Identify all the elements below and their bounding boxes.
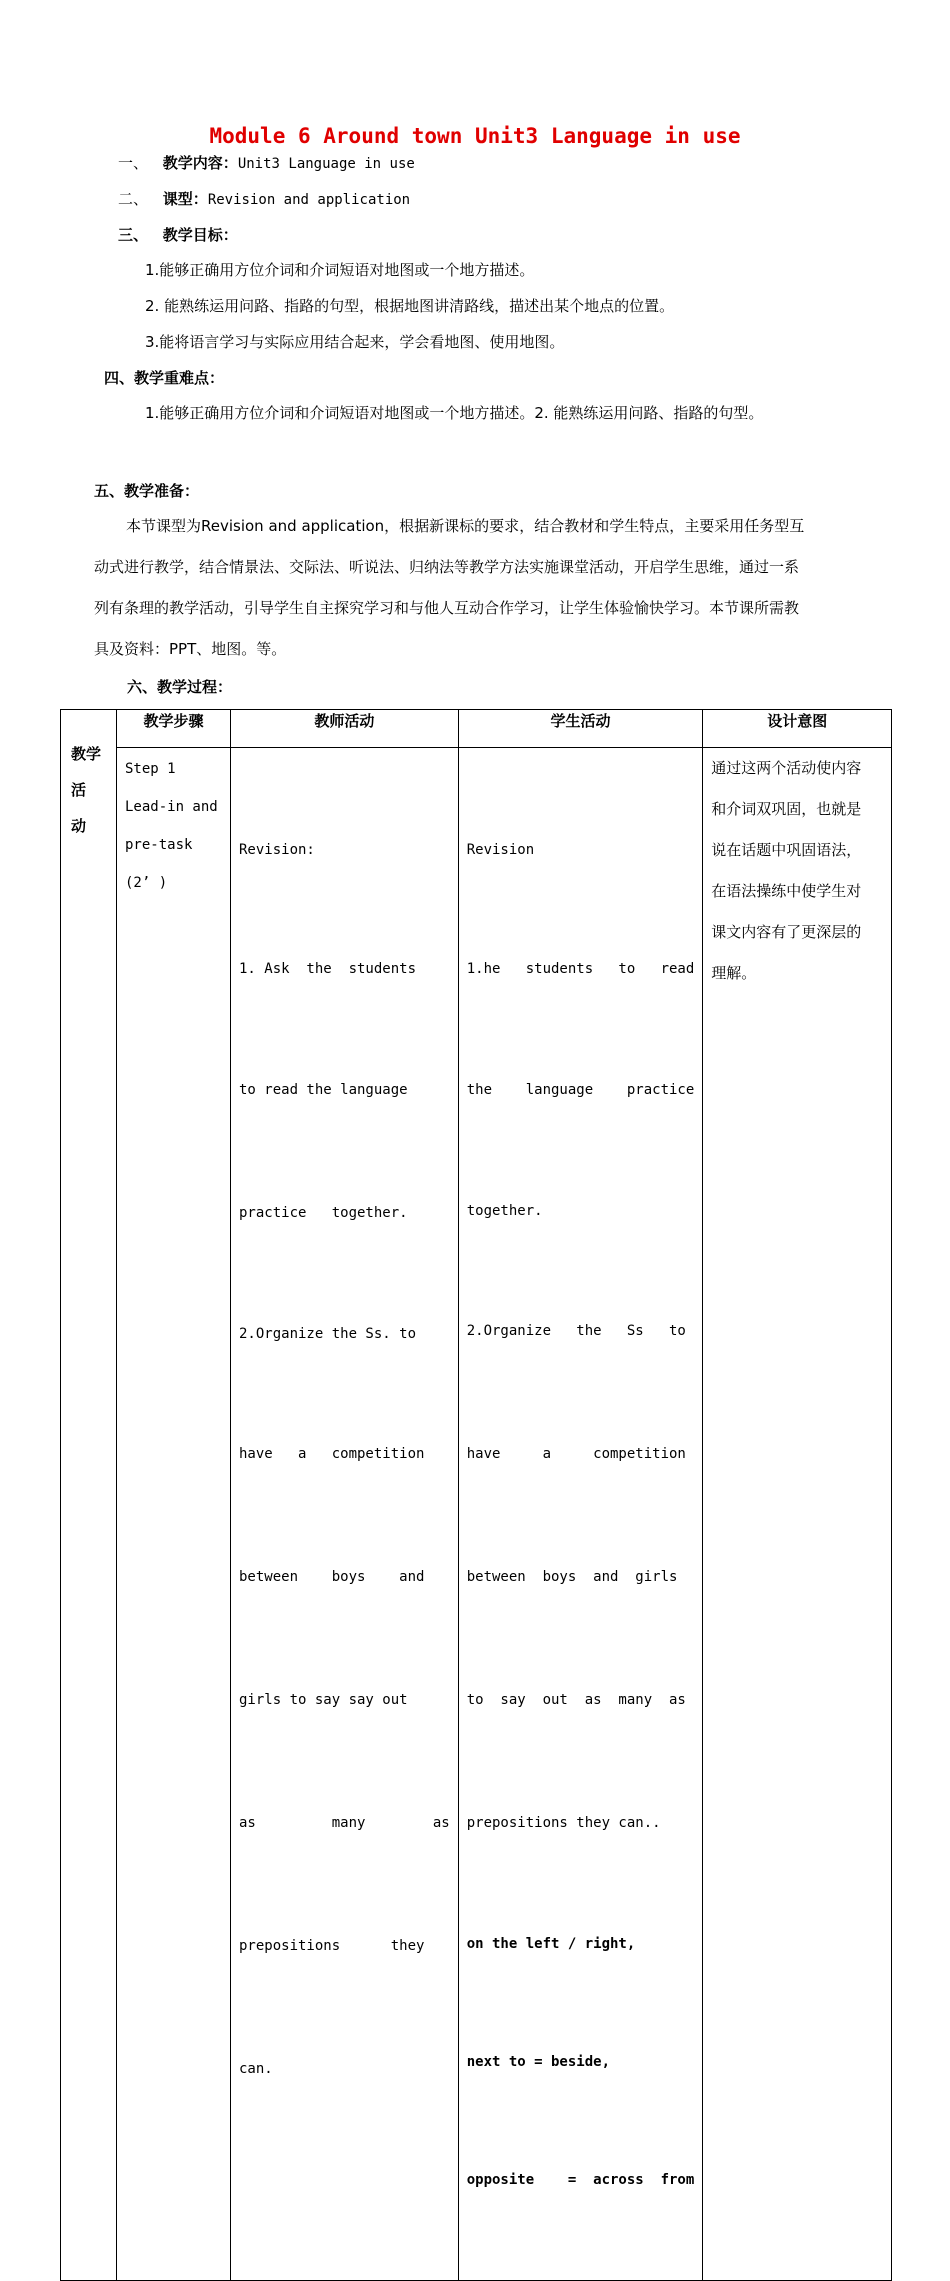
teacher-cell: [231, 748, 459, 2281]
student-bold-line: next to = beside,: [466, 2054, 611, 2070]
section-label: 教学目标：: [162, 226, 238, 244]
teacher-line: have a competition: [239, 1446, 425, 1462]
intent-line: 和介词双巩固，也就是: [711, 800, 862, 818]
teacher-line: girls to say say out: [239, 1692, 408, 1708]
step-line: Lead-in and: [125, 799, 218, 815]
student-line: the language practice: [466, 1082, 695, 1098]
section-content: [118, 152, 415, 173]
section-prep-heading: 五、教学准备：: [94, 482, 200, 500]
student-line: have a competition: [466, 1446, 686, 1462]
teacher-line: prepositions they: [239, 1938, 425, 1954]
student-bold-line: opposite = across from: [466, 2172, 695, 2188]
header-step: 教学步骤: [117, 710, 231, 748]
student-line: together.: [466, 1203, 543, 1219]
step-line: Step 1: [125, 761, 176, 777]
teacher-line: practice together.: [239, 1205, 408, 1221]
intent-line: 在语法操练中使学生对: [711, 882, 862, 900]
section-number: 一、: [118, 154, 149, 172]
section-type: [118, 188, 410, 209]
section-process-heading: 六、教学过程：: [127, 678, 233, 696]
lesson-table: [60, 709, 892, 2281]
side-label-cell: [61, 710, 117, 2281]
side-label: 活: [71, 781, 87, 799]
teacher-line: Revision:: [239, 842, 315, 858]
intent-cell: [703, 748, 892, 2281]
side-label: 教学: [71, 745, 102, 763]
intent-line: 理解。: [711, 964, 757, 982]
step-line: (2’ ): [125, 875, 168, 891]
goal-item: 3.能将语言学习与实际应用结合起来，学会看地图、使用地图。: [145, 333, 565, 351]
teacher-line: to read the language: [239, 1082, 408, 1098]
section-label: 教学内容：: [162, 154, 238, 172]
section-goals-heading: [118, 224, 238, 245]
student-cell: [458, 748, 703, 2281]
student-line: 2.Organize the Ss to: [466, 1323, 686, 1339]
side-label: 动: [71, 817, 87, 835]
teacher-line: as many as: [239, 1815, 450, 1831]
goal-item: 1.能够正确用方位介词和介词短语对地图或一个地方描述。: [145, 261, 535, 279]
prep-paragraph: 本节课型为Revision and application，根据新课标的要求，结合教材和学生特点，主要采用任务型互动式进行教学，结合情景法、交际法、听说法、归纳法等教学方法实施课堂活动，开启学生思维，通过一系列有条理的教学活动，引导学生自主探究学习和与他人互动合作学习，让学生体验愉快学习。本节课所需教具及资料：PPT、地图。等。: [94, 517, 805, 658]
step-cell: [117, 748, 231, 2281]
student-line: 1.he students to read: [466, 961, 695, 977]
section-value: Revision and application: [207, 192, 411, 208]
header-intent: 设计意图: [703, 710, 892, 748]
section-label: 课型：: [162, 190, 208, 208]
student-line: to say out as many as: [466, 1692, 686, 1708]
student-line: between boys and girls: [466, 1569, 678, 1585]
goal-item: 2. 能熟练运用问路、指路的句型，根据地图讲清路线，描述出某个地点的位置。: [145, 297, 675, 315]
header-student: 学生活动: [458, 710, 703, 748]
teacher-line: 2.Organize the Ss. to: [239, 1326, 417, 1342]
intent-line: 说在话题中巩固语法，: [711, 841, 862, 859]
intent-line: 课文内容有了更深层的: [711, 923, 862, 941]
section-value: Unit3 Language in use: [237, 156, 415, 172]
teacher-line: can.: [239, 2061, 273, 2077]
header-teacher: 教师活动: [231, 710, 459, 748]
section-number: 三、: [118, 226, 149, 244]
student-bold-line: on the left / right,: [466, 1936, 636, 1952]
section-keypoints-heading: 四、教学重难点：: [104, 369, 225, 387]
step-line: pre-task: [125, 837, 193, 853]
student-line: Revision: [466, 842, 535, 858]
teacher-line: 1. Ask the students: [239, 961, 417, 977]
page-title: Module 6 Around town Unit3 Language in use: [209, 124, 741, 148]
student-line: prepositions they can..: [466, 1815, 661, 1831]
section-number: 二、: [118, 190, 149, 208]
intent-line: 通过这两个活动使内容: [711, 759, 862, 777]
keypoints-text: 1.能够正确用方位介词和介词短语对地图或一个地方描述。2. 能熟练运用问路、指路的句型。: [145, 404, 764, 422]
teacher-line: between boys and: [239, 1569, 425, 1585]
